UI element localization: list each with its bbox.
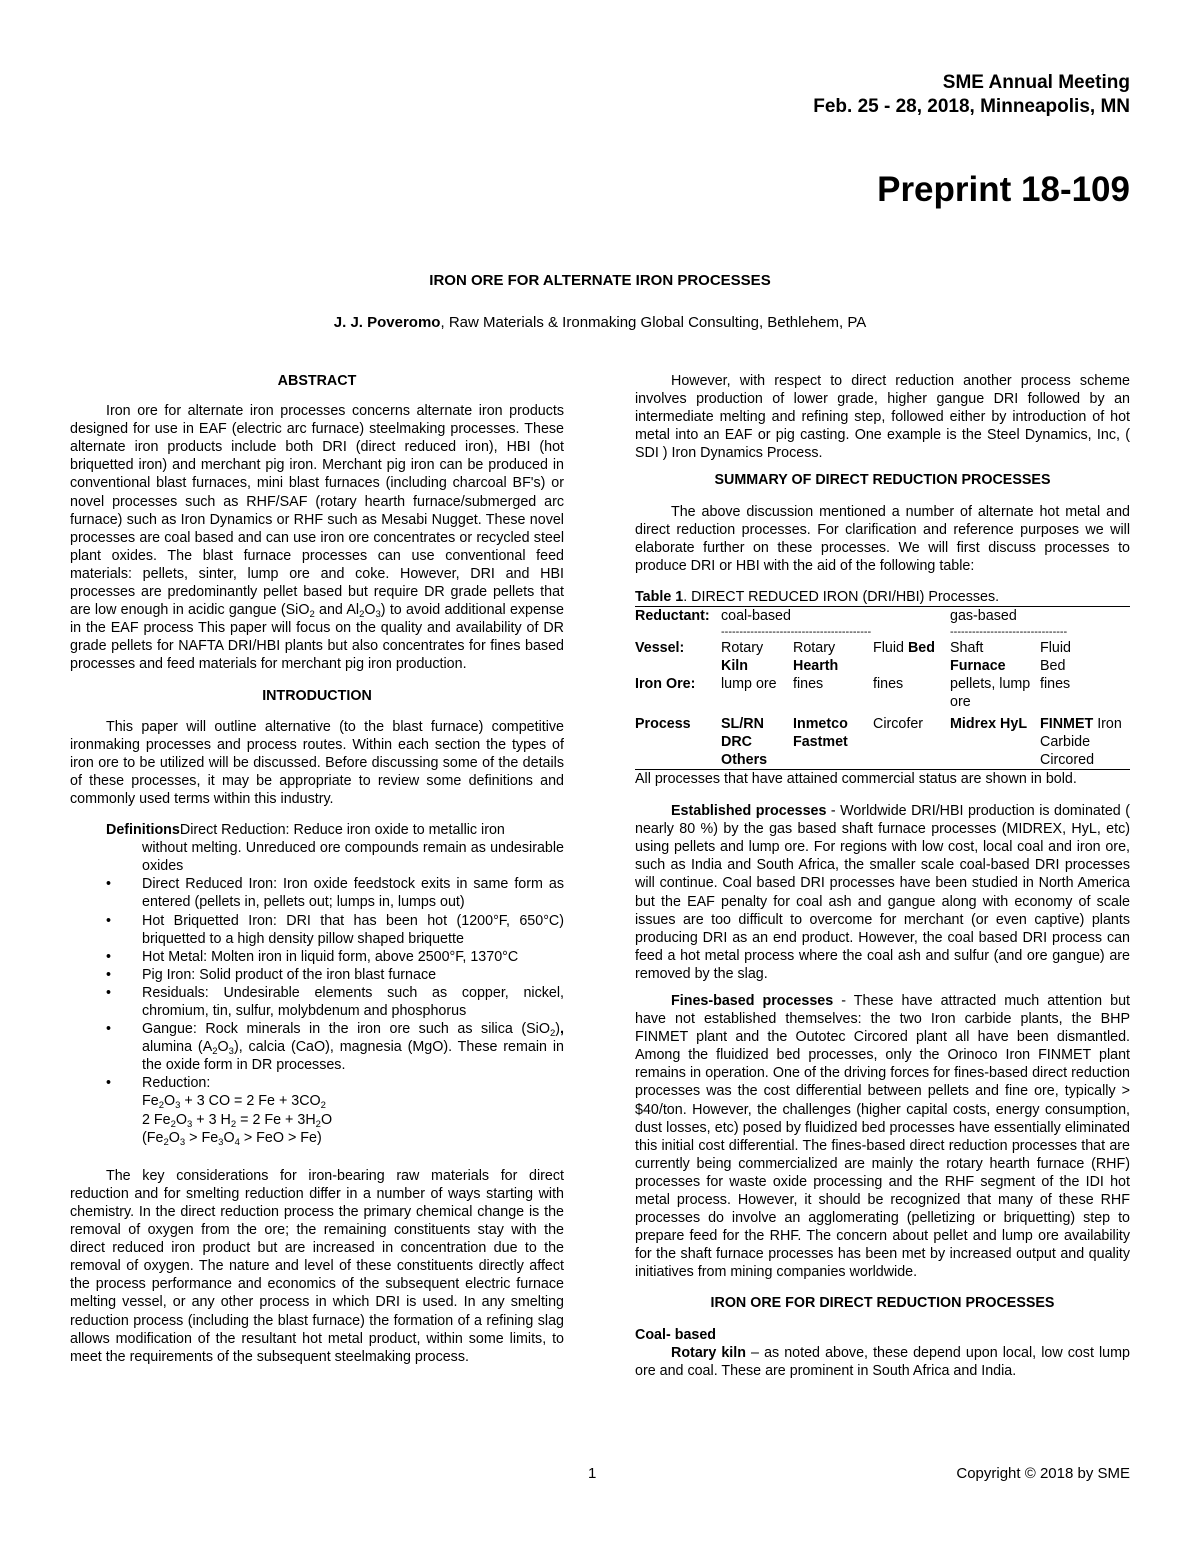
table-row (635, 606, 1130, 625)
equation-3 (142, 1129, 564, 1147)
summary-heading: SUMMARY OF DIRECT REDUCTION PROCESSES (714, 472, 1051, 489)
abstract-text-part: O (364, 602, 376, 619)
reductant-label: Reductant: (635, 607, 710, 624)
cell-text: Fluid (873, 639, 908, 656)
list-item (106, 966, 564, 984)
subscript: 2 (359, 609, 365, 621)
rotary-kiln-text: – as noted above, these depend upon local, low cost lump ore and coal. These are prominent in South Africa and India. (635, 1344, 1130, 1379)
subscript: 3 (179, 1136, 186, 1148)
table-cell (721, 606, 950, 625)
coal-based-subheading (635, 1326, 1130, 1344)
bullet-text: Hot Metal: Molten iron in liquid form, above 2500°F, 1370°C (142, 948, 519, 965)
dash-divider: -------------------------------- (950, 625, 1068, 638)
table-cell (793, 711, 873, 769)
table-cell (1040, 675, 1130, 711)
cell-text: Bed (907, 639, 935, 656)
bullet-text: ) (555, 1021, 561, 1038)
established-text: - Worldwide DRI/HBI production is dominated ( nearly 80 %) by the gas based shaft furnace processes (MIDREX, HyL, etc) using pellets and lump ore. For regions with low cost, local coal and iron ore, such as India and South Africa, the smaller scale coal-based DRI processes will continue. Coal based DRI processes have been studied in North America but the EAF penalty for coal ash and gangue along with economy of scale issues are too difficult to overcome for merchant (or even captive) plants producing DRI as an end product. However, the coal based DRI process can feed a hot metal process where the coal ash and sulfur (and ore gangue) are removed by the slag. (635, 803, 1130, 982)
bullet-icon: • (106, 876, 112, 893)
table-cell (950, 625, 1130, 639)
table-cell (635, 606, 721, 625)
subscript: 3 (187, 1118, 193, 1130)
eq-part: Fe (142, 1093, 159, 1110)
table-cell (950, 711, 1040, 769)
table-cell (950, 606, 1130, 625)
bullet-icon: • (106, 1075, 112, 1092)
iron-ore-heading: IRON ORE FOR DIRECT REDUCTION PROCESSES (710, 1295, 1055, 1312)
table-cell (721, 711, 793, 769)
subscript: 2 (315, 1118, 321, 1130)
left-column (70, 372, 564, 1366)
subscript: 2 (309, 609, 315, 621)
table-note: All processes that have attained commercial status are shown in bold. (635, 769, 1130, 788)
author-line (0, 313, 1200, 333)
introduction-paragraph: This paper will outline alternative (to the blast furnace) competitive ironmaking processes and process routes. Within each section the types of iron ore to be utilized will be discussed. Before discussing some of the details of these processes, it may be appropriate to review some definitions and commonly used terms within this industry. (70, 718, 564, 807)
list-item-reduction (106, 1074, 564, 1146)
gas-based-label: gas-based (950, 607, 1017, 624)
reduction-label: Reduction: (142, 1075, 211, 1092)
iron-ore-label: Iron Ore: (635, 675, 696, 692)
eq-part: > Fe (185, 1129, 219, 1146)
table-cell (793, 639, 873, 675)
cell-text: Bed (1040, 657, 1066, 674)
abstract-text-part: Iron ore for alternate iron processes concerns alternate iron products designed for use in EAF (electric arc furnace) steelmaking processes. These alternate iron products include both DRI (direct reduced iron), HBI (hot briquetted iron) and merchant pig iron. Merchant pig iron can be produced in conventional blast furnaces, mini blast furnaces (including charcoal BF's) or novel processes such as RHF/SAF (rotary hearth furnace/submerged arc furnace) such as Iron Dynamics or RHF such as Mesabi Nugget. These novel processes are coal based and can use iron ore concentrates or recycled steel plant oxides. The blast furnace processes can use conventional feed materials: pellets, sinter, lump ore and coke. However, DRI and HBI processes are predominantly pellet based but require DR grade pellets that are low enough in acidic gangue (SiO (70, 403, 564, 619)
summary-paragraph: The above discussion mentioned a number of alternate hot metal and direct reduction processes. For clarification and reference purposes we will elaborate further on these processes. We will first discuss processes to produce DRI or HBI with the aid of the following table: (635, 503, 1130, 574)
table-cell (873, 675, 950, 711)
considerations-paragraph: The key considerations for iron-bearing raw materials for direct reduction and for smelting reduction differ in a number of ways starting with chemistry. In the direct reduction process the primary chemical change is the removal of oxygen from the ore; the remaining constituents stay with the direct reduced iron product but are increased in concentration due to the removal of oxygen. The nature and level of these constituents directly affect the process performance and economics of the subsequent electric furnace melting vessel, or any other process in which DRI is used. In any smelting reduction process (including the blast furnace) the formation of a refining slag allows modification of the resultant hot metal product, within some limits, to meet the requirements of the subsequent steelmaking process. (70, 1167, 564, 1365)
table-cell (950, 675, 1040, 711)
bullet-icon: • (106, 966, 112, 983)
author-name: J. J. Poveromo (333, 314, 441, 331)
bullet-text: Direct Reduced Iron: Iron oxide feedstock exits in same form as entered (pellets in, pellets out; lumps in, lumps out) (142, 876, 564, 911)
cell-text: fines (873, 675, 904, 692)
eq-part: (Fe (142, 1129, 164, 1146)
table-cell (1040, 711, 1130, 769)
preprint-number: Preprint 18-109 (877, 170, 1130, 209)
cell-text: DRC (721, 733, 752, 750)
table-cell (793, 675, 873, 711)
cell-text: Midrex HyL (950, 715, 1028, 732)
cell-text: fines (793, 675, 824, 692)
table-cell (721, 625, 950, 639)
definitions-label: Definitions (106, 822, 180, 839)
definition-text-continued: without melting. Unreduced ore compounds remain as undesirable oxides (142, 840, 564, 875)
cell-text: Shaft (950, 639, 984, 656)
definitions-bullets (106, 875, 564, 1146)
subscript: 2 (549, 1028, 556, 1040)
table-row (635, 625, 1130, 639)
definitions-first (106, 821, 564, 875)
eq-part: = 2 Fe + 3H (236, 1111, 316, 1128)
copyright-notice: Copyright © 2018 by SME (956, 1465, 1130, 1482)
bullet-text: Gangue: Rock minerals in the iron ore such as silica (SiO (142, 1021, 550, 1038)
table-cell (873, 711, 950, 769)
cell-text: SL/RN (721, 715, 764, 732)
cell-text: fines (1040, 675, 1071, 692)
abstract-text-part: and Al (314, 602, 360, 619)
table-cell (635, 675, 721, 711)
equation-1 (142, 1092, 564, 1110)
table-row (635, 711, 1130, 769)
table-row (635, 639, 1130, 675)
cell-text: lump ore (721, 675, 777, 692)
cell-text: Rotary (721, 639, 764, 656)
bullet-icon: • (106, 948, 112, 965)
dash-divider: ----------------------------------------- (721, 625, 872, 638)
subscript: 2 (212, 1046, 218, 1058)
eq-part: O (223, 1129, 235, 1146)
rotary-kiln-paragraph (635, 1344, 1130, 1380)
bullet-text: Pig Iron: Solid product of the iron blast furnace (142, 966, 437, 983)
subscript: 2 (158, 1100, 164, 1112)
coal-based-label: coal-based (721, 607, 791, 624)
subscript: 2 (163, 1136, 169, 1148)
bullet-text: alumina (A (142, 1039, 213, 1056)
subscript: 3 (375, 609, 381, 621)
list-item (106, 984, 564, 1020)
subscript: 3 (228, 1046, 234, 1058)
subscript: 2 (320, 1100, 326, 1112)
bullet-text: Hot Briquetted Iron: DRI that has been hot (1200°F, 650°C) briquetted to a high density pillow shaped briquette (142, 912, 564, 947)
right-column (635, 372, 1130, 1380)
process-label: Process (635, 715, 691, 732)
table-cell (721, 639, 793, 675)
abstract-text-part: ) to avoid additional expense in the EAF process This paper will focus on the quality and availability of DR grade pellets for NAFTA DRI/HBI plants but also concentrates for fines based processes and feed materials for merchant pig iron production. (70, 602, 564, 673)
cell-text: Iron Carbide Circored (1040, 715, 1122, 768)
cell-text: Inmetco (793, 715, 848, 732)
established-label: Established processes (671, 803, 827, 820)
cell-text: Kiln (721, 657, 749, 674)
cell-text: Furnace (950, 657, 1006, 674)
eq-part: > FeO > Fe) (239, 1129, 322, 1146)
table-row (635, 675, 1130, 711)
cell-text: Fastmet (793, 733, 848, 750)
bullet-icon: • (106, 984, 112, 1001)
author-affiliation: , Raw Materials & Ironmaking Global Consulting, Bethlehem, PA (440, 314, 867, 331)
table-cell (1040, 639, 1130, 675)
fines-label: Fines-based processes (671, 992, 834, 1009)
bullet-icon: • (106, 1021, 112, 1038)
table-cell (873, 639, 950, 675)
eq-part: O (175, 1111, 188, 1128)
eq-part: + 3 CO = 2 Fe + 3CO (180, 1093, 321, 1110)
bullet-icon: • (106, 912, 112, 929)
subscript: 3 (175, 1100, 181, 1112)
definitions-list (106, 821, 564, 1147)
list-item (106, 948, 564, 966)
table-cell (635, 639, 721, 675)
introduction-heading: INTRODUCTION (262, 687, 372, 704)
table-caption (635, 588, 1130, 606)
subscript: 2 (230, 1118, 237, 1130)
table-cell (635, 625, 721, 639)
definition-text: Direct Reduction: Reduce iron oxide to metallic iron (179, 822, 505, 839)
cell-text: FINMET (1040, 715, 1094, 732)
equation-2 (142, 1111, 564, 1129)
process-table (635, 606, 1130, 769)
cell-text: Others (721, 751, 768, 768)
coal-based-subheading-text: Coal- based (635, 1326, 717, 1343)
abstract-heading: ABSTRACT (277, 373, 357, 389)
meeting-name: SME Annual Meeting (942, 72, 1130, 93)
list-item (106, 875, 564, 911)
table-caption-text: . DIRECT REDUCED IRON (DRI/HBI) Processes. (683, 588, 1000, 605)
bullet-text: , (560, 1021, 564, 1038)
table-cell (721, 675, 793, 711)
subscript: 2 (170, 1118, 176, 1130)
cell-text: Circofer (873, 715, 924, 732)
vessel-label: Vessel: (635, 639, 685, 656)
fines-paragraph (635, 992, 1130, 1282)
established-paragraph (635, 802, 1130, 983)
page-number: 1 (588, 1465, 597, 1482)
paper-title: IRON ORE FOR ALTERNATE IRON PROCESSES (429, 272, 771, 289)
fines-text: - These have attracted much attention but have not established themselves: the two Iron carbide plants, the BHP FINMET plant and the Outotec Circored plant all have been dismantled. Among the fluidized bed processes, only the Orinoco Iron FINMET plant remains in operation. One of the driving forces for fines-based direct reduction processes was the cost differential between pellets and fine ore, typically > $40/ton. However, the challenges (higher capital costs, energy consumption, dust losses, etc) posed by fluidized bed processes have essentially eliminated this initial cost differential. The fines-based direct reduction processes that are currently being commercialized are mainly the rotary hearth furnace (RHF) processes for waste oxide processing and the RHF segment of the IDI hot metal process. However, it should be recognized that many of these RHF processes do involve an agglomerating (pelletizing or briquetting) step to prepare feed for the RHF. The concern about pellet and lump ore availability for the shaft furnace processes has been met by increased output and quality initiatives from mining companies worldwide. (635, 992, 1130, 1281)
subscript: 4 (234, 1136, 240, 1148)
table-caption-label: Table 1 (635, 588, 684, 605)
bullet-text: Residuals: Undesirable elements such as copper, nickel, chromium, tin, sulfur, molybdenum and phosphorus (142, 984, 564, 1019)
bullet-text: O (217, 1039, 229, 1056)
eq-part: O (320, 1111, 333, 1128)
abstract-text (70, 402, 564, 673)
cell-text: Rotary (793, 639, 836, 656)
direct-reduction-paragraph: However, with respect to direct reduction another process scheme involves production of lower grade, higher gangue DRI followed by an intermediate melting and refining step, followed either by introduction of hot metal into an EAF or pig casting. One example is the Steel Dynamics, Inc, ( SDI ) Iron Dynamics Process. (635, 373, 1130, 462)
cell-text: Hearth (793, 657, 839, 674)
list-item (106, 912, 564, 948)
cell-text: Fluid (1040, 639, 1071, 656)
eq-part: + 3 H (192, 1111, 231, 1128)
list-item-gangue (106, 1020, 564, 1074)
table-1 (635, 588, 1130, 788)
table-cell (635, 711, 721, 769)
meeting-header (813, 71, 1130, 119)
table-cell (950, 639, 1040, 675)
eq-part: O (163, 1093, 176, 1110)
eq-part: O (168, 1129, 180, 1146)
bullet-text: ), calcia (CaO), magnesia (MgO). These remain in the oxide form in DR processes. (142, 1039, 564, 1074)
meeting-dates: Feb. 25 - 28, 2018, Minneapolis, MN (813, 96, 1130, 117)
cell-text: pellets, lump ore (950, 675, 1031, 710)
subscript: 3 (218, 1136, 224, 1148)
rotary-kiln-label: Rotary kiln (671, 1344, 746, 1361)
eq-part: 2 Fe (142, 1111, 171, 1128)
